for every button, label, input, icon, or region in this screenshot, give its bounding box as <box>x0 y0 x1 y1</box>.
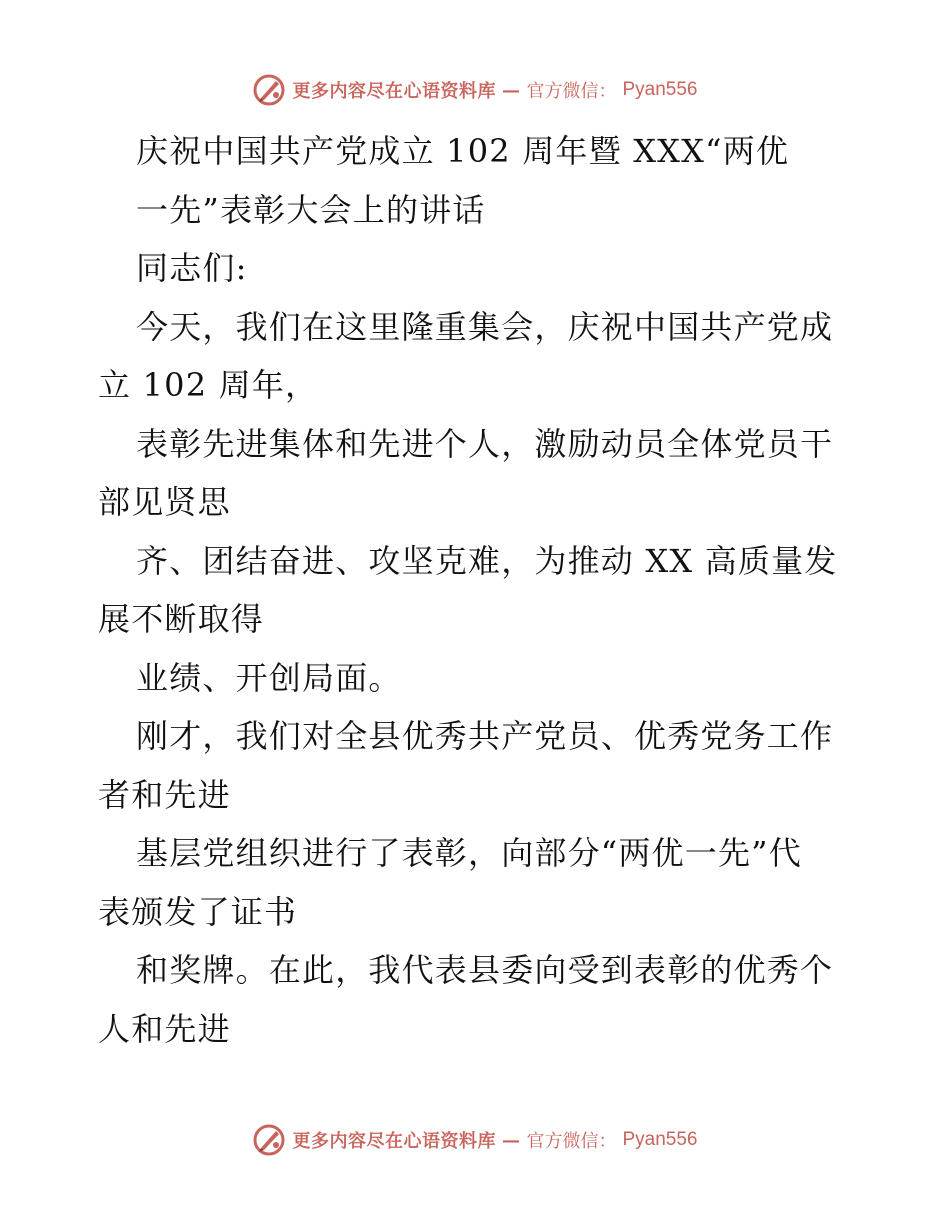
paragraph-line: 刚才，我们对全县优秀共产党员、优秀党务工作 <box>136 717 834 755</box>
document-body <box>98 122 858 1058</box>
paragraph-line: 齐、团结奋进、攻坚克难，为推动 XX 高质量发 <box>136 541 838 580</box>
wechat-label: 官方微信： <box>526 81 617 102</box>
paragraph-line: 基层党组织进行了表彰，向部分“两优一先”代 <box>136 834 802 872</box>
paragraph-line: 立 102 周年， <box>98 366 319 404</box>
promo-text: 更多内容尽在心语资料库 <box>292 81 496 102</box>
paragraph-line: 业绩、开创局面。 <box>136 658 402 697</box>
wechat-id: Pyan556 <box>622 1129 698 1150</box>
quill-pen-logo-icon <box>252 1123 286 1157</box>
promo-dash: — <box>501 1129 521 1151</box>
paragraph-line: 部见贤思 <box>98 483 231 521</box>
paragraph-line: 人和先进 <box>98 1009 231 1048</box>
promo-dash: — <box>501 79 521 101</box>
wechat-label: 官方微信： <box>526 1131 617 1152</box>
quill-pen-logo-icon <box>252 73 286 107</box>
paragraph-line: 展不断取得 <box>98 600 265 638</box>
header-watermark-banner <box>0 70 950 110</box>
paragraph-line: 者和先进 <box>98 775 231 814</box>
wechat-id: Pyan556 <box>622 79 698 100</box>
footer-watermark-banner <box>0 1120 950 1160</box>
paragraph-line: 同志们: <box>136 249 248 287</box>
document-title-line: 庆祝中国共产党成立 102 周年暨 XXX“两优 <box>136 132 790 170</box>
paragraph-line: 今天，我们在这里隆重集会，庆祝中国共产党成 <box>136 307 834 346</box>
paragraph-line: 和奖牌。在此，我代表县委向受到表彰的优秀个 <box>136 951 834 989</box>
paragraph-line: 表彰先进集体和先进个人，激励动员全体党员干 <box>136 424 834 463</box>
document-title-line: 一先”表彰大会上的讲话 <box>136 190 486 229</box>
promo-text: 更多内容尽在心语资料库 <box>292 1131 496 1152</box>
paragraph-line: 表颁发了证书 <box>98 892 298 931</box>
